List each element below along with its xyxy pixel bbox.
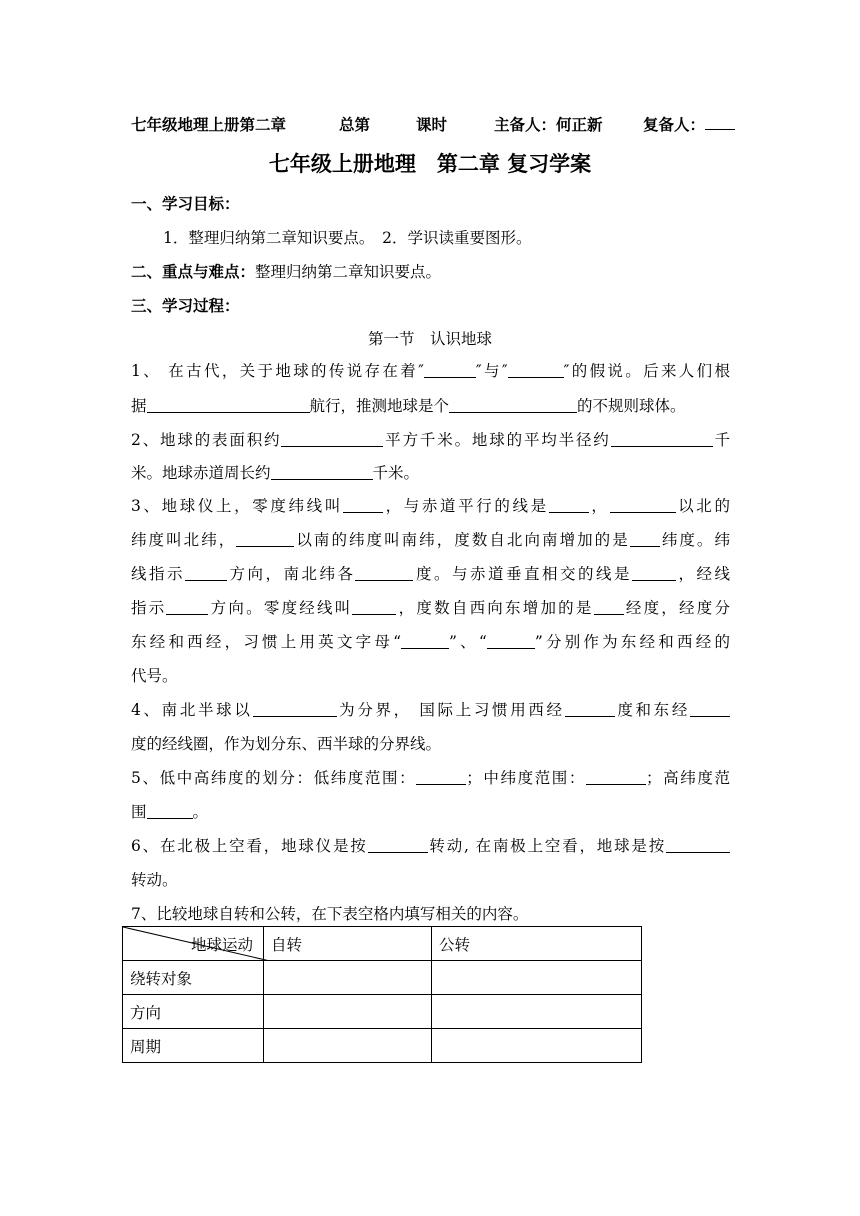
question-7: 7、比较地球自转和公转，在下表空格内填写相关的内容。	[131, 905, 529, 923]
header-course: 七年级地理上册第二章	[131, 116, 287, 134]
blank[interactable]	[271, 465, 373, 480]
blank[interactable]	[236, 532, 294, 547]
question-4-line-1: 4、南北半球以 为分界， 国际上习惯用西经 度和东经	[131, 698, 730, 720]
table-row-label: 方向	[123, 995, 264, 1029]
blank[interactable]	[611, 432, 713, 447]
table-row-label: 周期	[123, 1029, 264, 1063]
blank[interactable]	[610, 498, 676, 513]
page-title: 七年级上册地理 第二章 复习学案	[268, 152, 592, 176]
section-key-points: 二、重点与难点：整理归纳第二章知识要点。	[131, 263, 442, 281]
blank[interactable]	[565, 702, 615, 717]
blank[interactable]	[594, 600, 624, 615]
table-cell[interactable]	[264, 1029, 432, 1063]
section-goals-heading: 一、学习目标：	[131, 195, 240, 213]
blank[interactable]	[416, 770, 466, 785]
question-1-line-2: 据 航行，推测地球是个 的不规则球体。	[131, 397, 686, 415]
table-corner-label: 地球运动	[190, 936, 253, 954]
blank[interactable]	[666, 838, 730, 853]
table-row	[123, 995, 642, 1029]
table-corner-cell	[123, 927, 264, 961]
question-1-line-1: 1、 在古代，关于地球的传说存在着″ ″与″ ″的假说。后来人们根	[131, 362, 730, 380]
table-cell[interactable]	[432, 961, 642, 995]
blank[interactable]	[147, 398, 310, 413]
table-cell[interactable]	[264, 995, 432, 1029]
blank[interactable]	[343, 498, 383, 513]
blank[interactable]	[690, 702, 730, 717]
table-cell[interactable]	[432, 1029, 642, 1063]
question-2-line-1: 2、地球的表面积约 平方千米。地球的平均半径约 千	[131, 431, 730, 449]
question-6-line-2: 转动。	[131, 871, 178, 889]
table-row	[123, 1029, 642, 1063]
blank[interactable]	[424, 363, 476, 378]
table-row	[123, 961, 642, 995]
blank[interactable]	[355, 566, 413, 581]
blank[interactable]	[632, 566, 676, 581]
blank[interactable]	[166, 600, 208, 615]
blank[interactable]	[586, 770, 646, 785]
question-5-line-1: 5、低中高纬度的划分：低纬度范围： ；中纬度范围： ；高纬度范	[131, 769, 730, 787]
blank[interactable]	[449, 398, 577, 413]
comparison-table	[122, 926, 642, 1063]
subsection-title: 第一节 认识地球	[367, 330, 492, 348]
blank[interactable]	[253, 702, 337, 717]
question-6-line-1: 6、在北极上空看，地球仪是按 转动, 在南极上空看，地球是按	[131, 834, 730, 856]
header-preparer: 主备人：何正新	[494, 116, 603, 134]
blank[interactable]	[401, 634, 449, 649]
table-col-revolution: 公转	[432, 927, 642, 961]
table-col-rotation: 自转	[264, 927, 432, 961]
table-cell[interactable]	[432, 995, 642, 1029]
blank[interactable]	[281, 432, 383, 447]
blank[interactable]	[368, 838, 428, 853]
blank[interactable]	[185, 566, 227, 581]
table-header-row	[123, 927, 642, 961]
question-4-line-2: 度的经线圈，作为划分东、西半球的分界线。	[131, 735, 442, 753]
question-3-line-1: 3、地球仪上，零度纬线叫 ，与赤道平行的线是 ， 以北的	[131, 497, 730, 515]
blank[interactable]	[487, 634, 535, 649]
header-lesson-label: 课时	[416, 116, 448, 134]
blank[interactable]	[352, 600, 396, 615]
section-goals-text: 1．整理归纳第二章知识要点。 2．学识读重要图形。	[163, 229, 532, 247]
blank[interactable]	[630, 532, 660, 547]
header-total-label: 总第	[339, 116, 371, 134]
blank[interactable]	[147, 804, 193, 819]
blank[interactable]	[549, 498, 589, 513]
question-3-line-2: 纬度叫北纬， 以南的纬度叫南纬，度数自北向南增加的是 纬度。纬	[131, 531, 730, 549]
blank[interactable]	[508, 363, 564, 378]
question-3-line-5: 东经和西经，习惯上用英文字母“ ”、“ ”分别作为东经和西经的	[131, 633, 730, 651]
question-3-line-6: 代号。	[131, 667, 178, 685]
question-2-line-2: 米。地球赤道周长约 千米。	[131, 464, 420, 482]
table-cell[interactable]	[264, 961, 432, 995]
co-preparer-blank[interactable]	[705, 113, 735, 130]
question-3-line-3: 线指示 方向，南北纬各 度。与赤道垂直相交的线是 ，经线	[131, 565, 730, 583]
question-3-line-4: 指示 方向。零度经线叫 ，度数自西向东增加的是 经度，经度分	[131, 599, 730, 617]
section-process-heading: 三、学习过程：	[131, 297, 240, 315]
header-co-preparer: 复备人：	[643, 113, 705, 135]
table-row-label: 绕转对象	[123, 961, 264, 995]
question-5-line-2: 围 。	[131, 803, 209, 821]
